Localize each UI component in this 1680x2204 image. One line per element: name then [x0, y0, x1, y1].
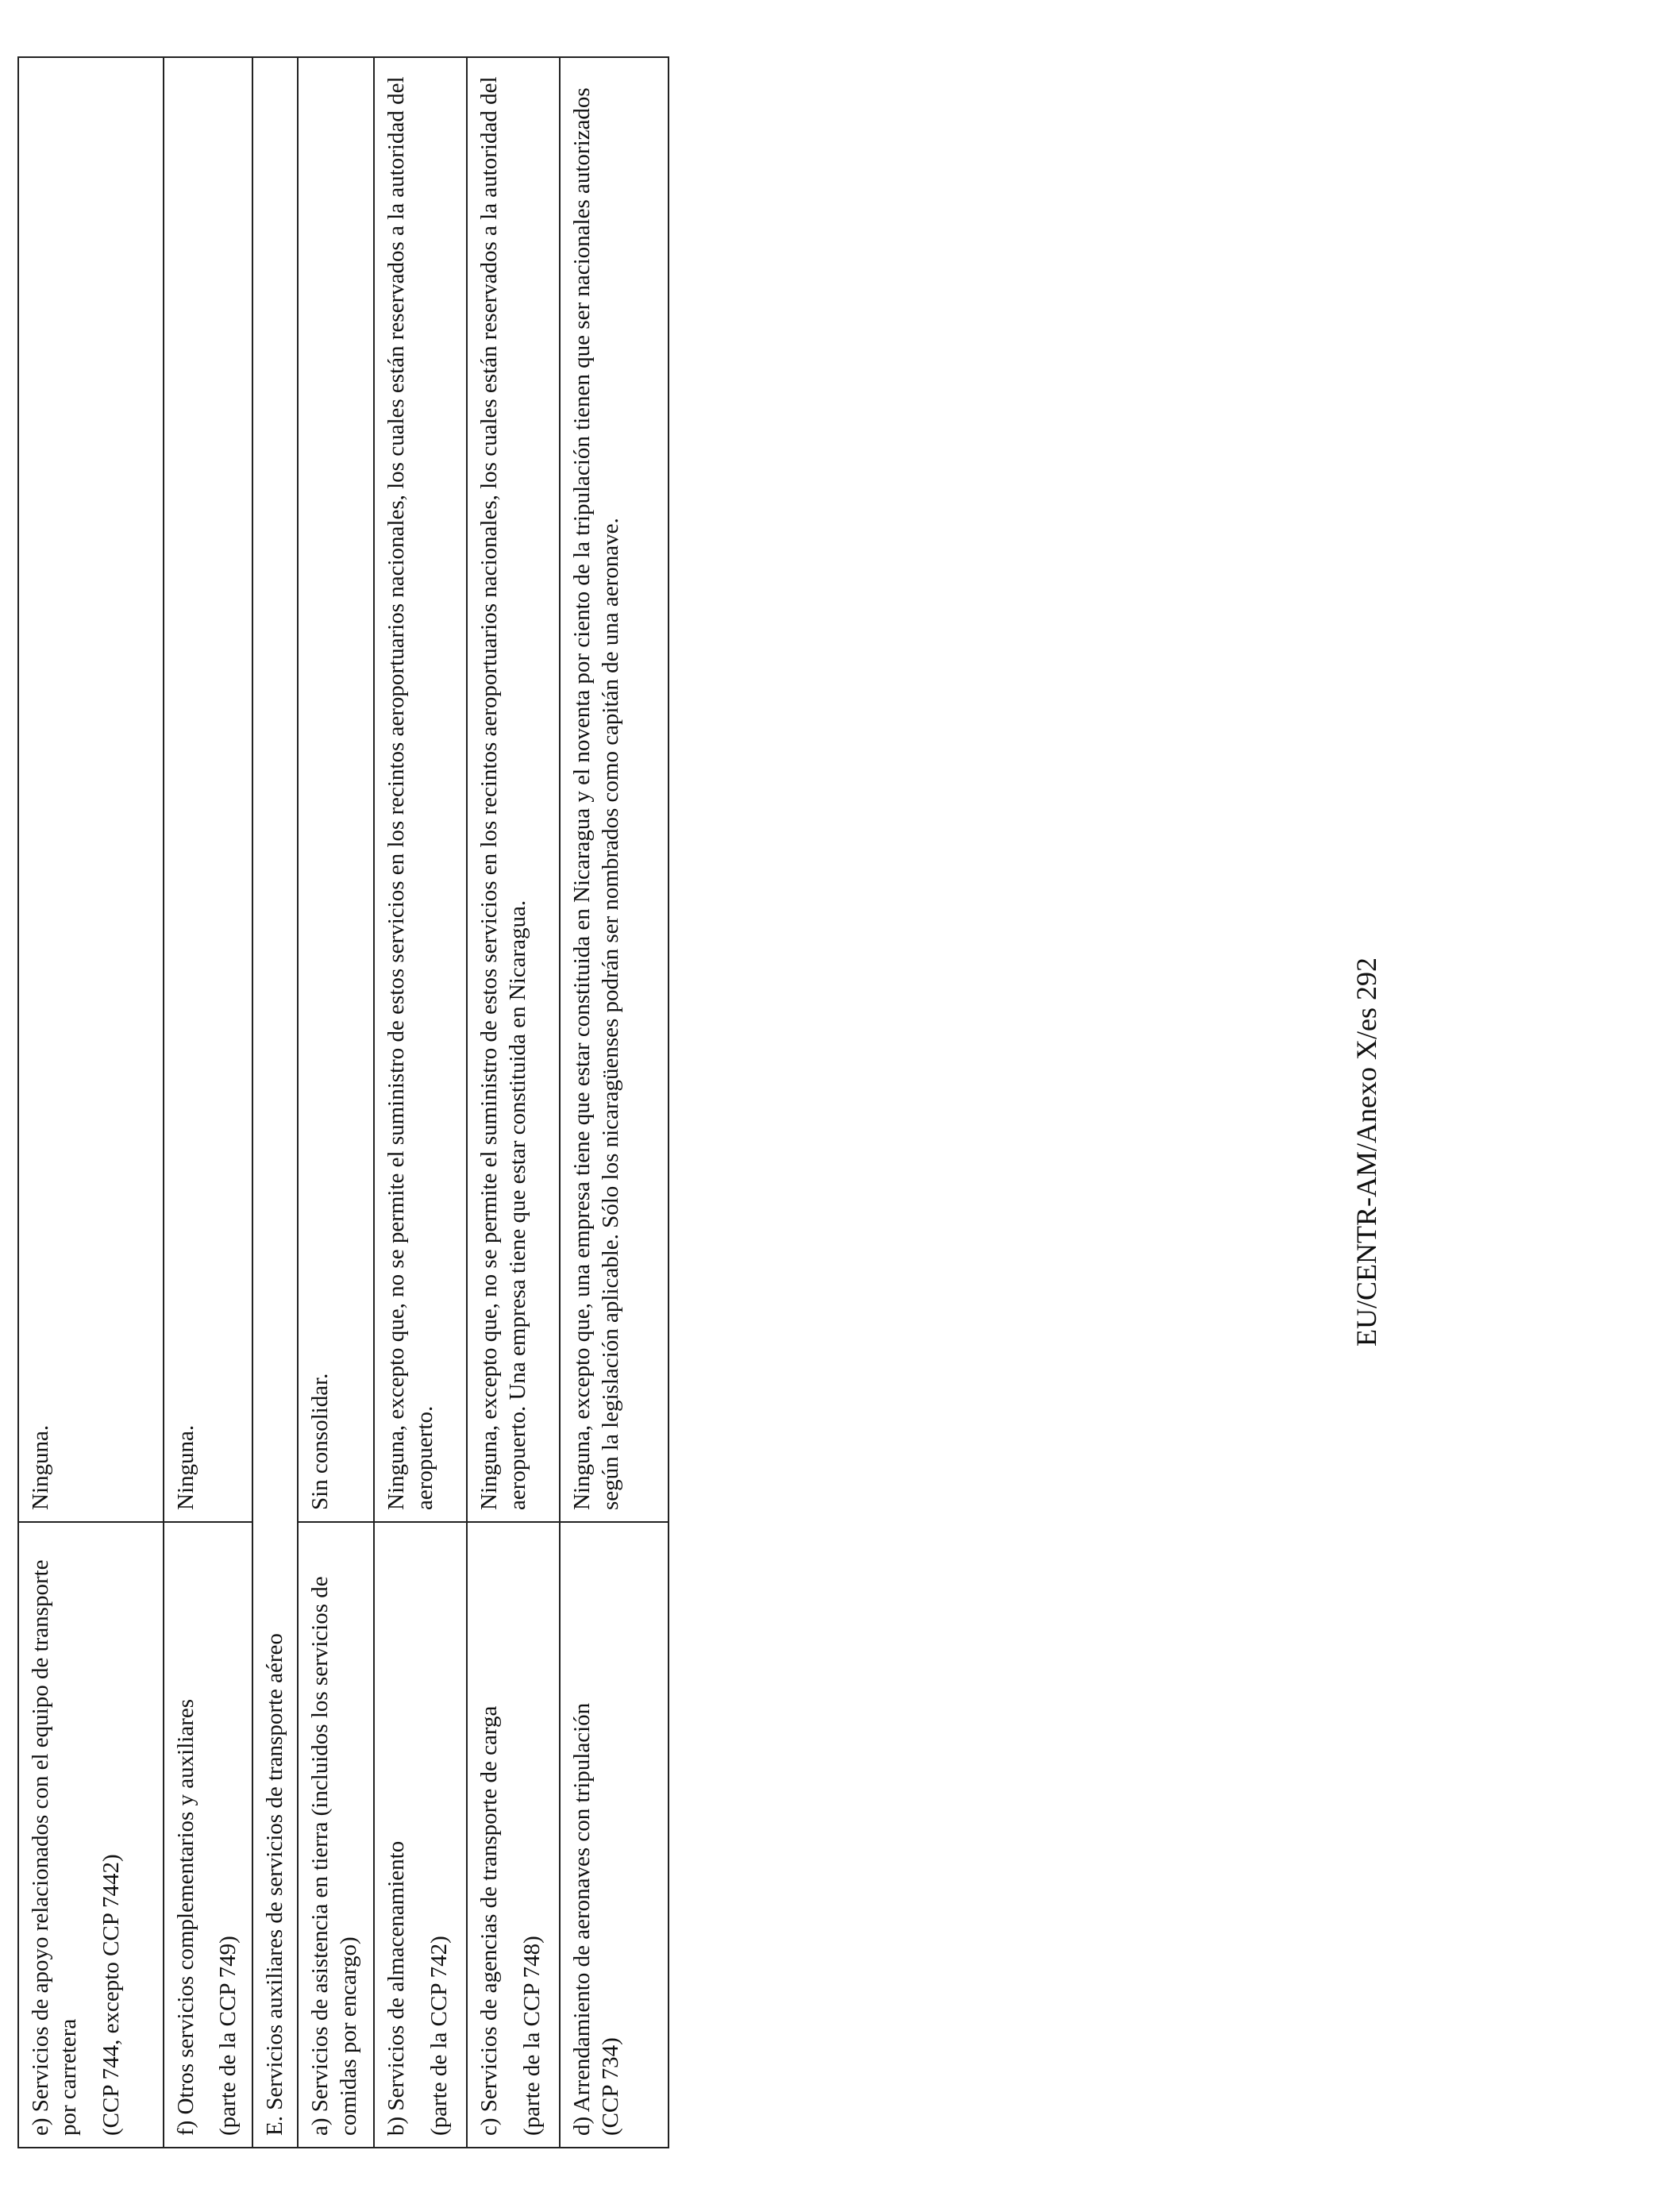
reservation-text: Sin consolidar.	[307, 1373, 333, 1510]
table-row	[374, 57, 467, 2148]
sector-text: f) Otros servicios complementarios y auxiliares	[173, 1698, 198, 2136]
table-row	[164, 57, 252, 2148]
section-heading: E. Servicios auxiliares de servicios de transporte aéreo	[262, 1633, 287, 2136]
table-row	[18, 57, 164, 2148]
table-row	[298, 57, 374, 2148]
reservation-cell	[298, 57, 374, 1522]
table-row	[467, 57, 560, 2148]
sector-cell	[18, 1522, 164, 2148]
reservation-text: Ninguna.	[28, 1424, 53, 1510]
sector-cell	[560, 1522, 669, 2148]
sector-text: b) Servicios de almacenamiento	[383, 1840, 410, 2136]
sector-code: (CCP 744, excepto CCP 7442)	[98, 1854, 124, 2136]
reservation-cell	[18, 57, 164, 1522]
reservation-text: Ninguna, excepto que, no se permite el suministro de estos servicios en los recintos aeroportuarios nacionales, los cuales están reservados a la autoridad del aeropuerto. Una empresa tiene que estar constituida en Nicaragua.	[476, 76, 530, 1510]
section-heading-cell	[252, 57, 298, 2148]
table-row	[252, 57, 298, 2148]
rotated-content	[0, 60, 1680, 2204]
sector-cell	[298, 1522, 374, 2148]
reservation-cell	[467, 57, 560, 1522]
sector-code: (parte de la CCP 749)	[215, 1936, 241, 2136]
reservation-cell	[374, 57, 467, 1522]
sector-cell	[467, 1522, 560, 2148]
reservation-text: Ninguna, excepto que, no se permite el suministro de estos servicios en los recintos aeroportuarios nacionales, los cuales están reservados a la autoridad del aeropuerto.	[383, 76, 437, 1510]
sector-text: c) Servicios de agencias de transporte de carga	[476, 1705, 503, 2136]
reservation-cell	[164, 57, 252, 1522]
table-row	[560, 57, 669, 2148]
sector-text: e) Servicios de apoyo relacionados con el equipo de transporte por carretera	[28, 1559, 82, 2136]
reservation-text: Ninguna, excepto que, una empresa tiene que estar constituida en Nicaragua y el noventa por ciento de la tripulación tienen que ser nacionales autorizados según la legislación aplicable. Sólo los nicaragüenses podrán ser nombrados como capitán de una aeronave.	[569, 87, 623, 1510]
reservation-cell	[560, 57, 669, 1522]
sector-code: (parte de la CCP 742)	[426, 1936, 452, 2136]
sector-text: d) Arrendamiento de aeronaves con tripulación	[569, 1702, 595, 2136]
sector-text: a) Servicios de asistencia en tierra (incluidos los servicios de comidas por encargo)	[307, 1576, 361, 2136]
page-footer: EU/CENTR-AM/Anexo X/es 292	[1351, 958, 1382, 1347]
sector-code: (CCP 734)	[597, 2037, 623, 2136]
sector-code: (parte de la CCP 748)	[518, 1936, 545, 2136]
reservation-text: Ninguna.	[173, 1424, 198, 1510]
sector-cell	[374, 1522, 467, 2148]
sector-cell	[164, 1522, 252, 2148]
services-table	[17, 56, 669, 2148]
